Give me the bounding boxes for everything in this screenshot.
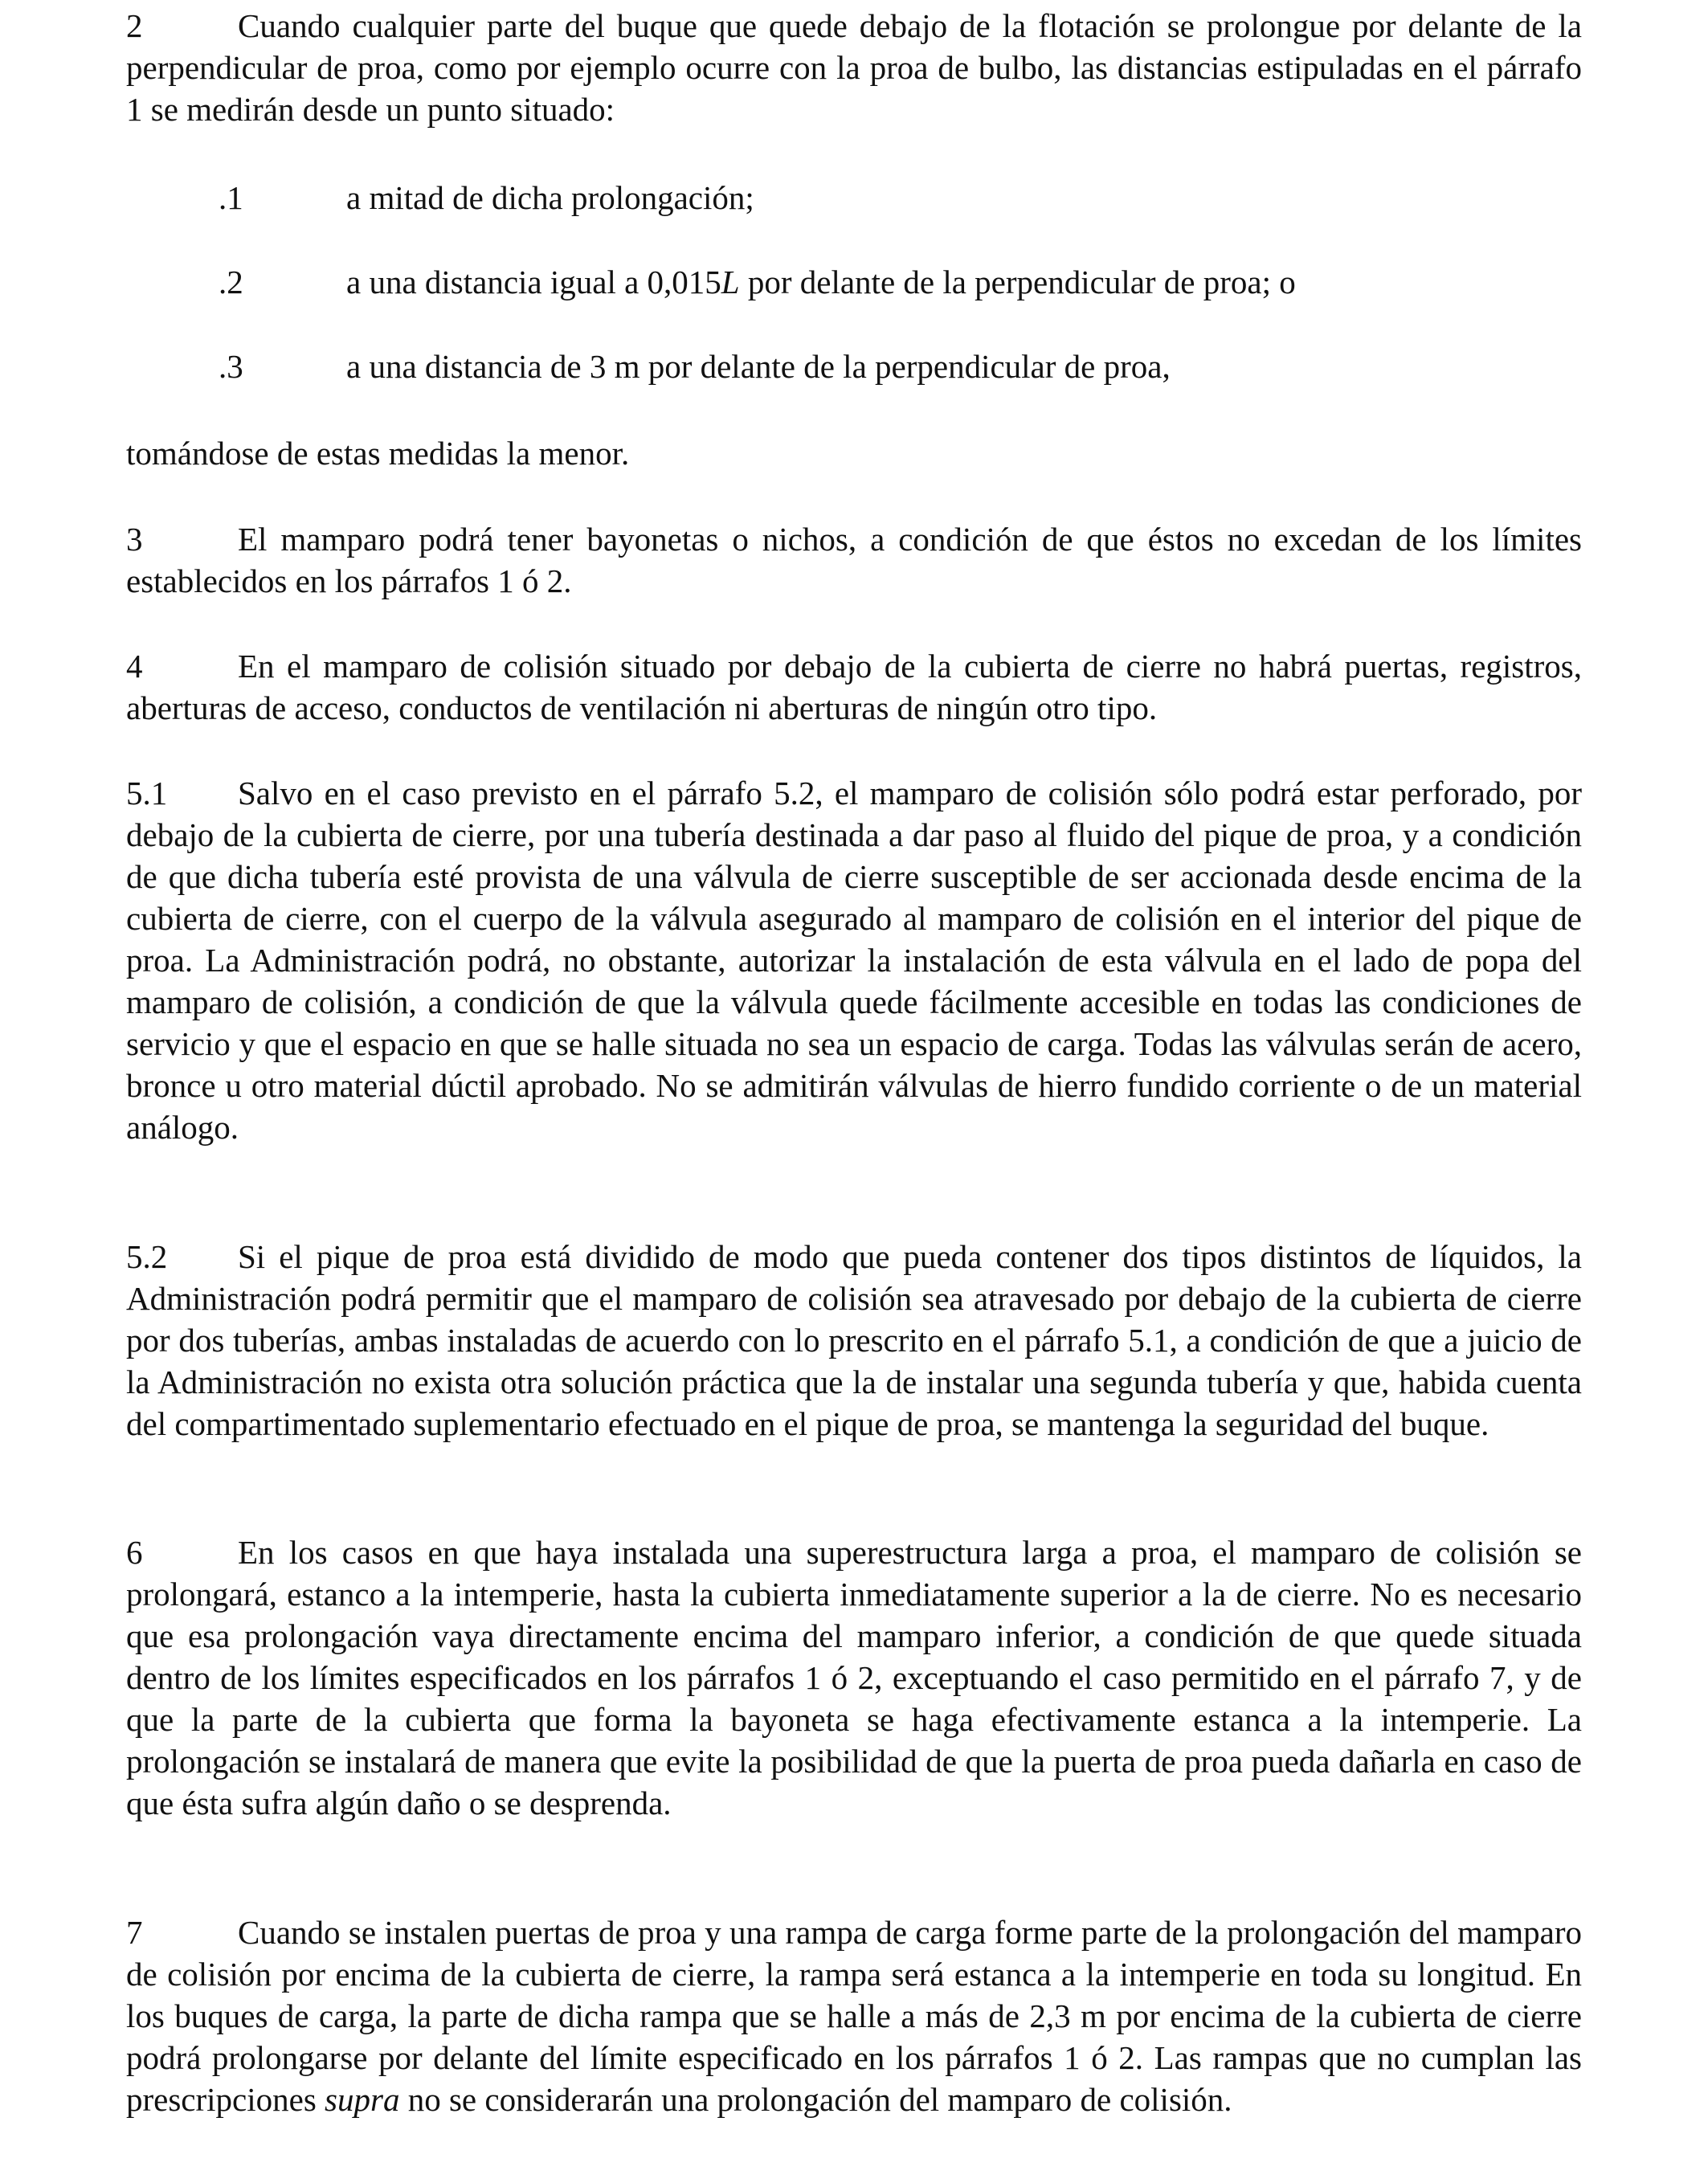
paragraph-number: 2 [126, 7, 143, 44]
list-item-number: .2 [219, 264, 243, 300]
list-item-text-italic: L [721, 264, 740, 300]
list-item-text: a mitad de dicha prolongación; [346, 179, 754, 216]
paragraph-3 [126, 518, 1582, 602]
list-item-number: .3 [219, 348, 243, 385]
paragraph-5-1 [126, 772, 1582, 1148]
paragraph-number: 6 [126, 1534, 143, 1571]
list-item-text-after: por delante de la perpendicular de proa; o [739, 264, 1296, 300]
list-item-text: a una distancia de 3 m por delante de la perpendicular de proa, [346, 348, 1171, 385]
paragraph-text: En los casos en que haya instalada una superestructura larga a proa, el mamparo de colisión se prolongará, estanco a la intemperie, hasta la cubierta inmediatamente superior a la de cierre. No es necesario que esa prolongación vaya directamente encima del mamparo inferior, a condición de que quede situada dentro de los límites especificados en los párrafos 1 ó 2, exceptuando el caso permitido en el párrafo 7, y de que la parte de la cubierta que forma la bayoneta se haga efectivamente estanca a la intemperie. La prolongación se instalará de manera que evite la posibilidad de que la puerta de proa pueda dañarla en caso de que ésta sufra algún daño o se desprenda. [126, 1534, 1582, 1821]
list-item-number: .1 [219, 179, 243, 216]
paragraph-text-before: Cuando se instalen puertas de proa y una rampa de carga forme parte de la prolongación del mamparo de colisión por encima de la cubierta de cierre, la rampa será estanca a la intemperie en toda su longitud. En los buques de carga, la parte de dicha rampa que se halle a más de 2,3 m por encima de la cubierta de cierre podrá prolongarse por delante del límite especificado en los párrafos 1 ó 2. Las rampas que no cumplan las prescripciones [126, 1914, 1582, 2118]
paragraph-text: Si el pique de proa está dividido de modo que pueda contener dos tipos distintos de líquidos, la Administración podrá permitir que el mamparo de colisión sea atravesado por debajo de la cubierta de cierre por dos tuberías, ambas instaladas de acuerdo con lo prescrito en el párrafo 5.1, a condición de que a juicio de la Administración no exista otra solución práctica que la de instalar una segunda tubería y que, habida cuenta del compartimentado suplementario efectuado en el pique de proa, se mantenga la seguridad del buque. [126, 1238, 1582, 1442]
paragraph-text: El mamparo podrá tener bayonetas o nichos, a condición de que éstos no excedan de los límites establecidos en los párrafos 1 ó 2. [126, 521, 1582, 599]
document-page [126, 0, 1582, 2183]
paragraph-7 [126, 1911, 1582, 2120]
paragraph-number: 5.2 [126, 1238, 168, 1275]
paragraph-text: Cuando cualquier parte del buque que quede debajo de la flotación se prolongue por delante de la perpendicular de proa, como por ejemplo ocurre con la proa de bulbo, las distancias estipuladas en el párrafo 1 se medirán desde un punto situado: [126, 7, 1582, 128]
paragraph-number: 5.1 [126, 775, 168, 811]
paragraph-4 [126, 645, 1582, 729]
paragraph-number: 7 [126, 1914, 143, 1951]
paragraph-number: 3 [126, 521, 143, 558]
paragraph-2-closing: tomándose de estas medidas la menor. [126, 435, 630, 472]
paragraph-number: 4 [126, 648, 143, 685]
paragraph-text-italic: supra [325, 2081, 400, 2118]
paragraph-text: En el mamparo de colisión situado por debajo de la cubierta de cierre no habrá puertas, registros, aberturas de acceso, conductos de ventilación ni aberturas de ningún otro tipo. [126, 648, 1582, 726]
paragraph-5-2 [126, 1236, 1582, 1445]
list-item-2 [219, 261, 1582, 303]
list-item-text-before: a una distancia igual a 0,015 [346, 264, 721, 300]
paragraph-text: Salvo en el caso previsto en el párrafo 5.2, el mamparo de colisión sólo podrá estar perforado, por debajo de la cubierta de cierre, por una tubería destinada a dar paso al fluido del pique de proa, y a condición de que dicha tubería esté provista de una válvula de cierre susceptible de ser accionada desde encima de la cubierta de cierre, con el cuerpo de la válvula asegurado al mamparo de colisión en el interior del pique de proa. La Administración podrá, no obstante, autorizar la instalación de esta válvula en el lado de popa del mamparo de colisión, a condición de que la válvula quede fácilmente accesible en todas las condiciones de servicio y que el espacio en que se halle situada no sea un espacio de carga. Todas las válvulas serán de acero, bronce u otro material dúctil aprobado. No se admitirán válvulas de hierro fundido corriente o de un material análogo. [126, 775, 1582, 1146]
paragraph-2 [126, 5, 1582, 130]
paragraph-6 [126, 1531, 1582, 1824]
list-item-1 [219, 177, 1582, 219]
list-item-3 [219, 345, 1582, 387]
paragraph-text-after: no se considerarán una prolongación del mamparo de colisión. [399, 2081, 1232, 2118]
